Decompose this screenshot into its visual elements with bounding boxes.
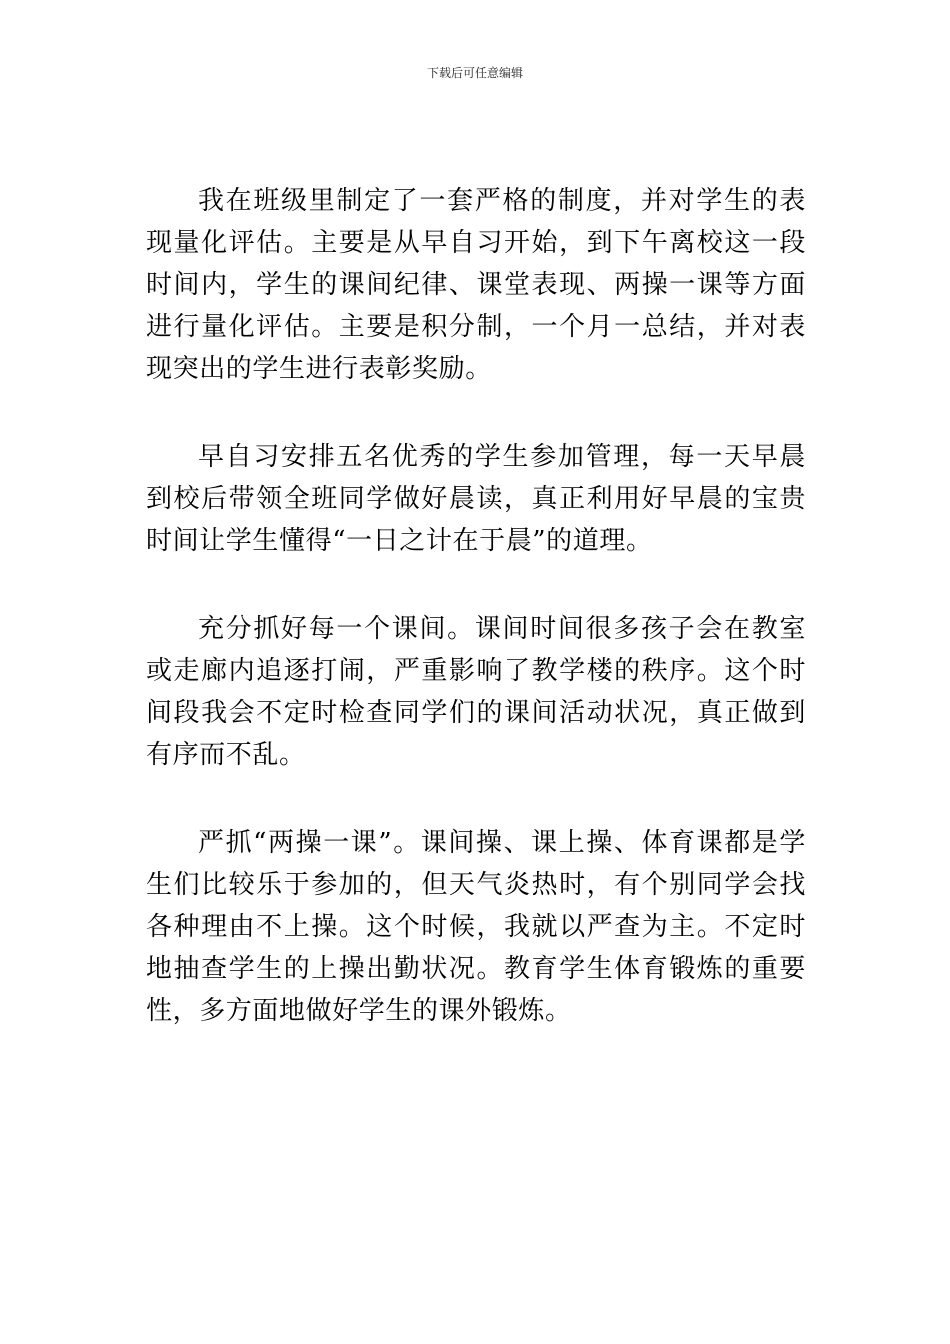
paragraph-3: 充分抓好每一个课间。课间时间很多孩子会在教室或走廊内追逐打闹，严重影响了教学楼的秩序。这个时间段我会不定时检查同学们的课间活动状况，真正做到有序而不乱。 xyxy=(146,614,806,770)
paragraph-4: 严抓“两操一课”。课间操、课上操、体育课都是学生们比较乐于参加的，但天气炎热时，有个别同学会找各种理由不上操。这个时候，我就以严查为主。不定时地抽查学生的上操出勤状况。教育学生体育锻炼的重要性，多方面地做好学生的课外锻炼。 xyxy=(146,828,806,1026)
paragraph-2: 早自习安排五名优秀的学生参加管理，每一天早晨到校后带领全班同学做好晨读，真正利用好早晨的宝贵时间让学生懂得“一日之计在于晨”的道理。 xyxy=(146,442,806,556)
page-header: 下载后可任意编辑 xyxy=(426,66,523,80)
document-body xyxy=(146,180,806,1078)
paragraph-1: 我在班级里制定了一套严格的制度，并对学生的表现量化评估。主要是从早自习开始，到下午离校这一段时间内，学生的课间纪律、课堂表现、两操一课等方面进行量化评估。主要是积分制，一个月一总结，并对表现突出的学生进行表彰奖励。 xyxy=(146,186,806,384)
